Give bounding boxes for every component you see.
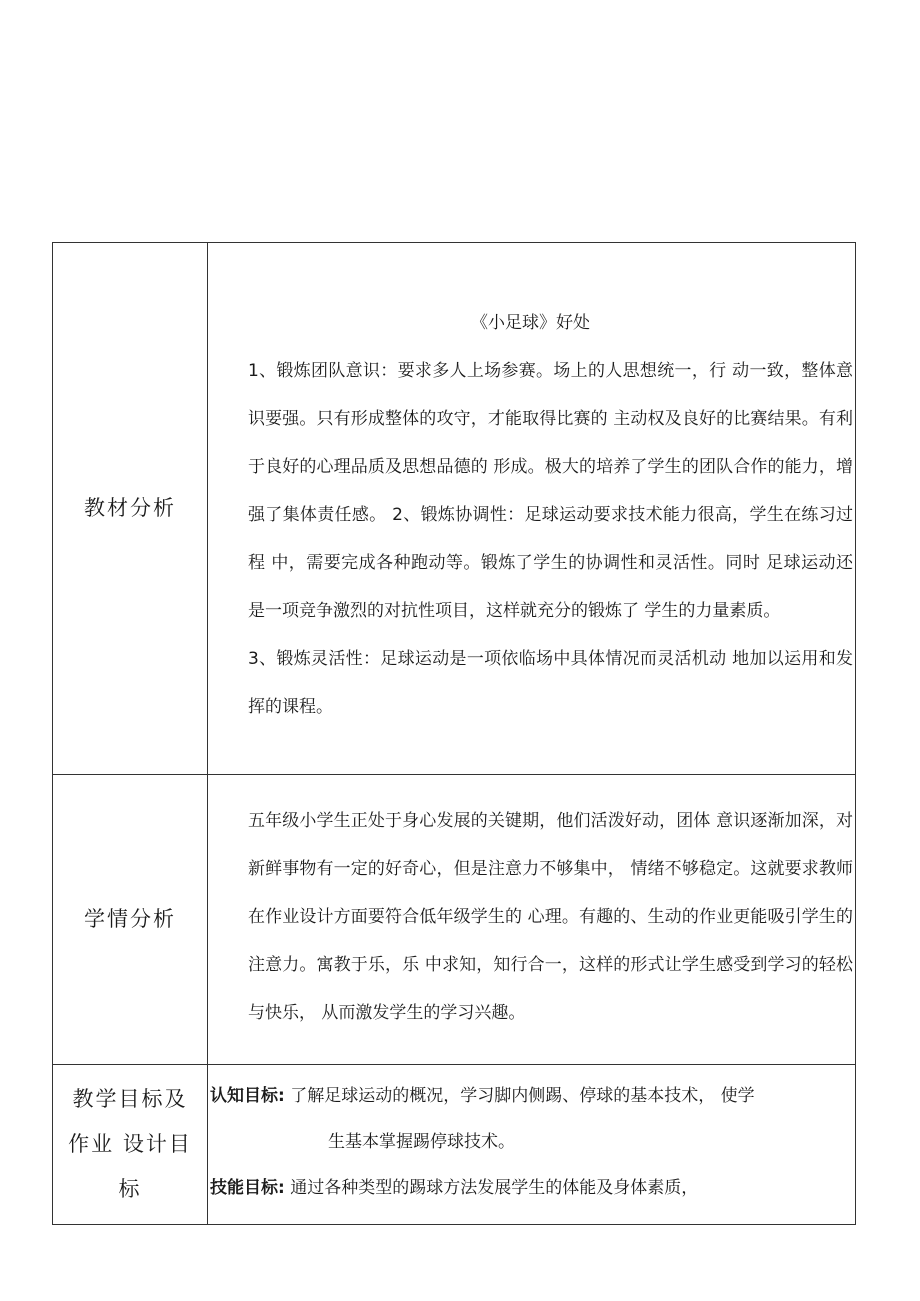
cognitive-objective-text: 了解足球运动的概况，学习脚内侧踢、停球的基本技术， 使学 xyxy=(284,1086,755,1106)
skill-objective-label: 技能目标: xyxy=(210,1178,285,1198)
row-label-textbook-analysis: 教材分析 xyxy=(53,243,208,775)
label-line-1: 教学目标及 xyxy=(72,1087,188,1111)
cognitive-objective-cont: 生基本掌握踢停球技术。 xyxy=(328,1132,515,1152)
textbook-analysis-content xyxy=(208,243,856,775)
section-title: 《小足球》好处 xyxy=(471,312,590,333)
cognitive-objective-label: 认知目标: xyxy=(210,1086,285,1106)
student-analysis-text: 五年级小学生正处于身心发展的关键期，他们活泼好动，团体 意识逐渐加深，对新鲜事物有一定的好奇心，但是注意力不够集中， 情绪不够稳定。这就要求教师在作业设计方面要符合低年级学生的 心理。有趣的、生动的作业更能吸引学生的注意力。寓教于乐，乐 中求知，知行合一，这样的形式让学生感受到学习的轻松与快乐， 从而激发学生的学习兴趣。 xyxy=(248,810,853,1023)
label-line-3: 标 xyxy=(118,1177,142,1201)
lesson-plan-table xyxy=(52,242,856,1225)
cognitive-objective xyxy=(210,1073,853,1119)
table-row-student-analysis xyxy=(53,775,856,1065)
table-row-textbook-analysis xyxy=(53,243,856,775)
table-row-objectives xyxy=(53,1065,856,1225)
row-label-objectives xyxy=(53,1065,208,1225)
student-analysis-content xyxy=(208,775,856,1065)
skill-objective-text: 通过各种类型的踢球方法发展学生的体能及身体素质， xyxy=(284,1178,699,1198)
objectives-content xyxy=(208,1065,856,1225)
paragraph-1: 1、锻炼团队意识：要求多人上场参赛。场上的人思想统一，行 动一致，整体意识要强。只有形成整体的攻守，才能取得比赛的 主动权及良好的比赛结果。有利于良好的心理品质及思想品德的 形成。极大的培养了学生的团队合作的能力，增强了集体责任感。 2、锻炼协调性：足球运动要求技术能力很高，学生在练习过程 中，需要完成各种跑动等。锻炼了学生的协调性和灵活性。同时 足球运动还是一项竞争激烈的对抗性项目，这样就充分的锻炼了 学生的力量素质。 xyxy=(248,360,853,621)
skill-objective xyxy=(210,1165,853,1211)
row-label-student-analysis: 学情分析 xyxy=(53,775,208,1065)
label-line-2: 作业 设计目 xyxy=(68,1132,192,1156)
paragraph-2: 3、锻炼灵活性：足球运动是一项依临场中具体情况而灵活机动 地加以运用和发挥的课程。 xyxy=(248,648,853,717)
